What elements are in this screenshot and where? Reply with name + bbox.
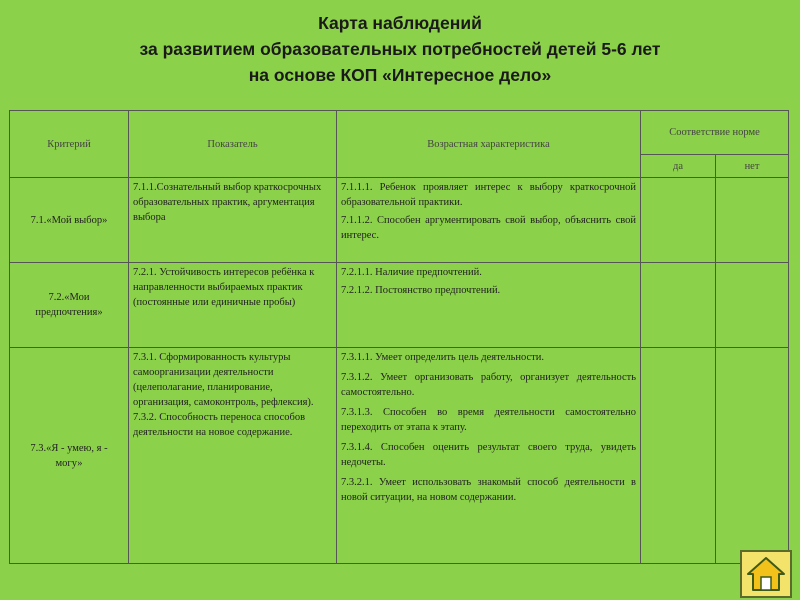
header-no: нет (716, 155, 788, 178)
characteristic-item: 7.3.1.2. Умеет организовать работу, организует деятельность самостоятельно. (341, 372, 636, 398)
header-age-characteristic: Возрастная характеристика (337, 111, 641, 178)
characteristic-item: 7.2.1.1. Наличие предпочтений. (341, 267, 482, 278)
indicator-item: 7.3.2. Способность переноса способов деятельности на новое содержание. (133, 412, 306, 438)
home-button[interactable] (740, 550, 792, 598)
characteristic-item: 7.3.2.1. Умеет использовать знакомый способ деятельности в новой ситуации, на новом содержании. (341, 477, 636, 503)
criterion-cell: 7.2.«Мои предпочтения» (10, 263, 129, 348)
characteristic-item: 7.3.1.4. Способен оценить результат своего труда, увидеть недочеты. (341, 442, 636, 468)
indicator-cell: 7.1.1.Сознательный выбор краткосрочных образовательных практик, аргументация выбора (129, 178, 337, 263)
yes-mark-cell[interactable] (641, 178, 716, 263)
indicator-item: 7.3.1. Сформированность культуры самоорганизации деятельности (целеполагание, планирование, организация, самоконтроль, рефлексия). (133, 352, 314, 408)
criterion-cell: 7.1.«Мой выбор» (10, 178, 129, 263)
indicator-cell (129, 348, 337, 563)
characteristic-item: 7.3.1.3. Способен во время деятельности самостоятельно переходить от этапа к этапу. (341, 407, 636, 433)
characteristic-item: 7.1.1.2. Способен аргументировать свой выбор, объяснить свой интерес. (341, 215, 636, 241)
title-line-1: Карта наблюдений (318, 13, 482, 33)
title-line-3: на основе КОП «Интересное дело» (248, 65, 552, 85)
header-compliance: Соответствие норме (641, 111, 788, 155)
no-mark-cell[interactable] (716, 348, 788, 563)
yes-mark-cell[interactable] (641, 263, 716, 348)
title-line-2: за развитием образовательных потребностей детей 5-6 лет (139, 39, 661, 59)
yes-mark-cell[interactable] (641, 348, 716, 563)
no-mark-cell[interactable] (716, 178, 788, 263)
header-indicator: Показатель (129, 111, 337, 178)
characteristic-item: 7.2.1.2. Постоянство предпочтений. (341, 285, 501, 296)
characteristic-item: 7.3.1.1. Умеет определить цель деятельности. (341, 352, 544, 363)
criterion-cell: 7.3.«Я - умею, я - могу» (10, 348, 129, 563)
age-characteristic-cell (337, 348, 641, 563)
age-characteristic-cell (337, 178, 641, 263)
observation-table (9, 110, 789, 564)
home-icon (746, 555, 786, 593)
header-criterion: Критерий (10, 111, 129, 178)
page-title (0, 10, 800, 88)
age-characteristic-cell (337, 263, 641, 348)
characteristic-item: 7.1.1.1. Ребенок проявляет интерес к выбору краткосрочной образовательной практики. (341, 182, 636, 208)
indicator-cell: 7.2.1. Устойчивость интересов ребёнка к направленности выбираемых практик (постоянные или единичные пробы) (129, 263, 337, 348)
no-mark-cell[interactable] (716, 263, 788, 348)
header-yes: да (641, 155, 716, 178)
